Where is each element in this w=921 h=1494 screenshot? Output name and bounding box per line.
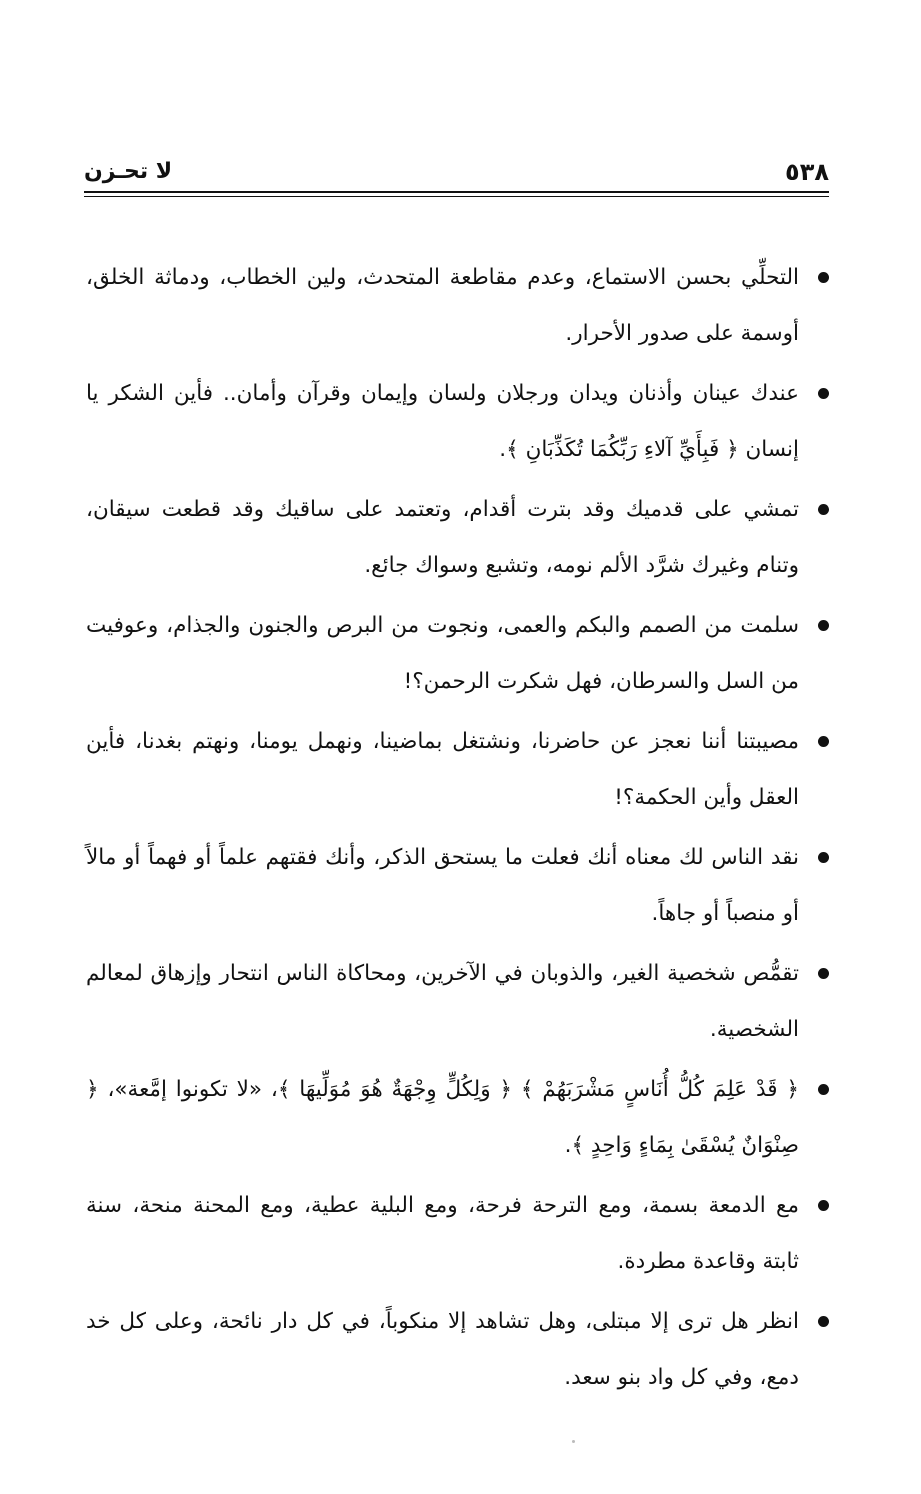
list-item-text: انظر هل ترى إلا مبتلى، وهل تشاهد إلا منكوباً، في كل دار نائحة، وعلى كل خد دمع، وفي كل واد بنو سعد. bbox=[86, 1309, 799, 1390]
list-item bbox=[86, 1178, 829, 1290]
list-item-text: مع الدمعة بسمة، ومع الترحة فرحة، ومع البلية عطية، ومع المحنة منحة، سنة ثابتة وقاعدة مطردة. bbox=[86, 1193, 799, 1274]
header-rule-thin bbox=[84, 196, 829, 197]
list-item bbox=[86, 1294, 829, 1406]
scan-speck bbox=[572, 1440, 575, 1443]
list-item-text: ﴿ قَدْ عَلِمَ كُلُّ أُنَاسٍ مَشْرَبَهُمْ ﴾ ﴿ وَلِكُلٍّ وِجْهَةٌ هُوَ مُوَلِّيهَا ﴾، «لا تكونوا إمَّعة»، ﴿ صِنْوَانٌ يُسْقَىٰ بِمَاءٍ وَاحِدٍ ﴾. bbox=[86, 1077, 799, 1158]
list-item bbox=[86, 250, 829, 362]
list-item bbox=[86, 482, 829, 594]
list-item-text: مصيبتنا أننا نعجز عن حاضرنا، ونشتغل بماضينا، ونهمل يومنا، ونهتم بغدنا، فأين العقل وأين الحكمة؟! bbox=[86, 729, 799, 810]
list-item-text: تقمُّص شخصية الغير، والذوبان في الآخرين، ومحاكاة الناس انتحار وإزهاق لمعالم الشخصية. bbox=[86, 961, 799, 1042]
page-number: ٥٣٨ bbox=[785, 158, 829, 186]
bullet-icon bbox=[818, 852, 829, 863]
bullet-icon bbox=[818, 620, 829, 631]
bullet-icon bbox=[818, 736, 829, 747]
list-item bbox=[86, 946, 829, 1058]
bullet-icon bbox=[818, 504, 829, 515]
bullet-icon bbox=[818, 1084, 829, 1095]
list-item bbox=[86, 598, 829, 710]
list-item bbox=[86, 366, 829, 478]
bullet-list bbox=[86, 250, 829, 1406]
list-item-text: سلمت من الصمم والبكم والعمى، ونجوت من البرص والجنون والجذام، وعوفيت من السل والسرطان، فهل شكرت الرحمن؟! bbox=[86, 613, 799, 694]
bullet-icon bbox=[818, 968, 829, 979]
bullet-icon bbox=[818, 1316, 829, 1327]
list-item bbox=[86, 714, 829, 826]
header-rule-thick bbox=[84, 191, 829, 193]
bullet-icon bbox=[818, 388, 829, 399]
bullet-icon bbox=[818, 1200, 829, 1211]
list-item-text: التحلِّي بحسن الاستماع، وعدم مقاطعة المتحدث، ولين الخطاب، ودماثة الخلق، أوسمة على صدور الأحرار. bbox=[86, 265, 799, 346]
list-item-text: نقد الناس لك معناه أنك فعلت ما يستحق الذكر، وأنك فقتهم علماً أو فهماً أو مالاً أو منصباً أو جاهاً. bbox=[86, 845, 799, 926]
bullet-icon bbox=[818, 272, 829, 283]
book-title: لا تحـزن bbox=[84, 159, 173, 184]
page-header bbox=[84, 150, 829, 186]
list-item-text: عندك عينان وأذنان ويدان ورجلان ولسان وإيمان وقرآن وأمان.. فأين الشكر يا إنسان ﴿ فَبِأَيِّ آلاءِ رَبِّكُمَا تُكَذِّبَانِ ﴾. bbox=[86, 381, 799, 462]
list-item-text: تمشي على قدميك وقد بترت أقدام، وتعتمد على ساقيك وقد قطعت سيقان، وتنام وغيرك شرَّد الألم نومه، وتشبع وسواك جائع. bbox=[86, 497, 799, 578]
list-item bbox=[86, 830, 829, 942]
list-item bbox=[86, 1062, 829, 1174]
